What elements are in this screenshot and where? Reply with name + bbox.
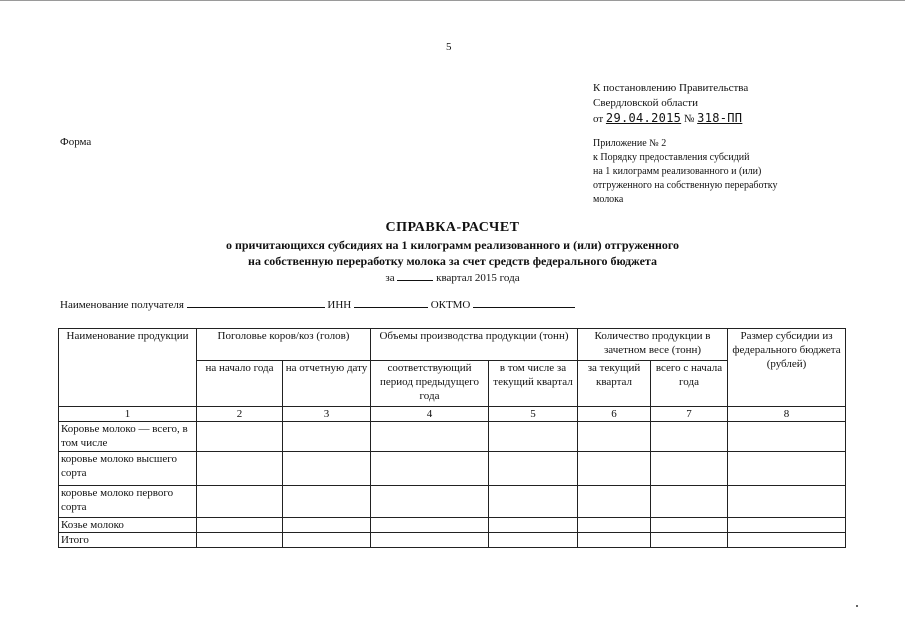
document-subtitle-line-1: о причитающихся субсидиях на 1 килограмм реализованного и (или) отгруженного [225,238,680,252]
decree-line-2: Свердловской области [593,97,698,109]
document-title: СПРАВКА-РАСЧЕТ [385,220,520,235]
column-number-row [59,407,846,422]
recipient-name-label: Наименование получателя [60,299,184,311]
cell[interactable] [651,486,728,518]
header-quantity-total: всего с начала года [651,361,728,407]
row-label: Коровье молоко — всего, в том числе [59,422,197,452]
cell[interactable] [283,486,371,518]
cell[interactable] [578,533,651,548]
header-volume: Объемы производства продукции (тонн) [371,329,578,361]
cell[interactable] [728,422,846,452]
cell[interactable] [283,518,371,533]
cell[interactable] [283,533,371,548]
inn-label: ИНН [327,299,352,311]
scan-speck [856,605,858,607]
column-number-8: 8 [728,407,846,422]
page-number: 5 [446,41,452,53]
cell[interactable] [651,422,728,452]
cell[interactable] [371,422,489,452]
header-quantity-quarter: за текущий квартал [578,361,651,407]
cell[interactable] [371,533,489,548]
header-livestock: Поголовье коров/коз (голов) [197,329,371,361]
oktmo-blank[interactable] [473,297,575,308]
decree-date-prefix: от [593,113,606,125]
table-row-cow-milk-first-grade [59,486,846,518]
cell[interactable] [371,452,489,486]
cell[interactable] [489,518,578,533]
cell[interactable] [197,486,283,518]
column-number-2: 2 [197,407,283,422]
table-row-total [59,533,846,548]
cell[interactable] [197,422,283,452]
appendix-note [593,137,833,207]
appendix-line-2: к Порядку предоставления субсидий [593,152,750,163]
form-label: Форма [60,136,92,148]
recipient-line [60,297,575,311]
recipient-name-blank[interactable] [187,297,325,308]
reporting-period [150,270,755,286]
column-number-7: 7 [651,407,728,422]
decree-number-prefix: № [681,113,698,125]
cell[interactable] [489,486,578,518]
decree-date: 29.04.2015 [605,111,682,125]
page-top-border [0,0,905,1]
period-suffix: квартал 2015 года [436,272,520,284]
cell[interactable] [651,518,728,533]
column-number-5: 5 [489,407,578,422]
cell[interactable] [197,533,283,548]
appendix-line-5: молока [593,194,624,205]
decree-line-1: К постановлению Правительства [593,82,749,94]
cell[interactable] [578,486,651,518]
decree-reference [593,81,748,127]
cell[interactable] [728,452,846,486]
cell[interactable] [728,486,846,518]
row-label: коровье молоко первого сорта [59,486,197,518]
cell[interactable] [371,518,489,533]
cell[interactable] [283,422,371,452]
header-volume-prev: соответствующий период предыдущего года [371,361,489,407]
column-number-6: 6 [578,407,651,422]
header-livestock-start: на начало года [197,361,283,407]
cell[interactable] [489,422,578,452]
cell[interactable] [651,533,728,548]
decree-number: 318-ПП [697,111,743,125]
row-label: Козье молоко [59,518,197,533]
cell[interactable] [197,518,283,533]
header-livestock-report: на отчетную дату [283,361,371,407]
decree-date-line [593,111,748,127]
oktmo-label: ОКТМО [430,299,471,311]
quarter-blank[interactable] [397,270,433,281]
column-number-4: 4 [371,407,489,422]
cell[interactable] [578,422,651,452]
inn-blank[interactable] [354,297,428,308]
subsidy-table [58,328,846,548]
period-prefix: за [385,272,395,284]
header-product: Наименование продукции [59,329,197,407]
cell[interactable] [728,533,846,548]
header-subsidy: Размер субсидии из федерального бюджета (рублей) [728,329,846,407]
cell[interactable] [728,518,846,533]
cell[interactable] [283,452,371,486]
cell[interactable] [578,452,651,486]
table-row-cow-milk-total [59,422,846,452]
table-row-goat-milk [59,518,846,533]
column-number-3: 3 [283,407,371,422]
cell[interactable] [651,452,728,486]
row-label: коровье молоко высшего сорта [59,452,197,486]
table-row-cow-milk-premium [59,452,846,486]
appendix-line-3: на 1 килограмм реализованного и (или) [593,166,762,177]
header-quantity: Количество продукции в зачетном весе (тонн) [578,329,728,361]
document-subtitle-line-2: на собственную переработку молока за счет средств федерального бюджета [248,254,657,268]
cell[interactable] [371,486,489,518]
cell[interactable] [489,452,578,486]
cell[interactable] [197,452,283,486]
appendix-line-4: отгруженного на собственную переработку [593,180,778,191]
column-number-1: 1 [59,407,197,422]
cell[interactable] [489,533,578,548]
row-label: Итого [59,533,197,548]
document-heading [150,219,755,286]
cell[interactable] [578,518,651,533]
appendix-line-1: Приложение № 2 [593,138,667,149]
header-volume-current: в том числе за текущий квартал [489,361,578,407]
